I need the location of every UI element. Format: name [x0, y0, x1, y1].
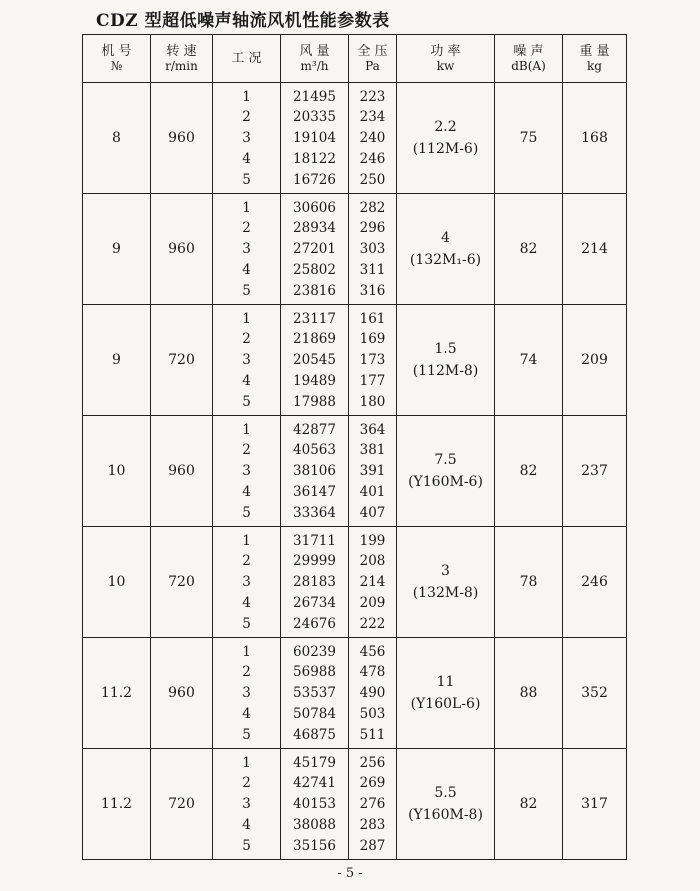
airflow-cell-value: 36147 [293, 483, 336, 500]
speed-cell: 720 [151, 527, 213, 638]
condition-cell-value: 2 [242, 775, 251, 792]
fan-number-cell: 9 [83, 194, 151, 305]
airflow-cell [281, 194, 349, 305]
airflow-cell-value: 38106 [293, 463, 336, 479]
header-condition: 工 况 [213, 35, 281, 83]
condition-cell-value: 2 [242, 664, 251, 681]
page-number: - 5 - [337, 866, 363, 881]
pressure-cell-value: 282 [359, 199, 386, 216]
pressure-cell-value: 296 [359, 220, 386, 237]
fan-number-cell: 8 [83, 83, 151, 194]
airflow-cell-value: 18122 [293, 150, 336, 167]
header-fan-number: 机 号 № [83, 35, 151, 83]
power-value: 4 [441, 230, 450, 246]
pressure-cell-value: 209 [359, 594, 386, 611]
airflow-cell-value: 19104 [293, 130, 336, 146]
pressure-cell-value: 283 [359, 816, 386, 833]
airflow-cell-value: 23816 [293, 282, 336, 299]
condition-cell-value: 5 [242, 726, 251, 743]
airflow-cell-value: 20545 [293, 352, 336, 368]
condition-cell [213, 305, 281, 416]
airflow-cell-value: 28183 [293, 574, 336, 590]
pressure-cell-value: 173 [359, 352, 386, 368]
table-body [83, 83, 627, 860]
pressure-cell-value: 490 [359, 685, 386, 701]
condition-cell-value: 1 [242, 754, 251, 771]
table-row [83, 194, 627, 305]
condition-cell-value: 1 [242, 532, 251, 549]
weight-cell: 168 [563, 83, 627, 194]
condition-cell-value: 5 [242, 393, 251, 410]
noise-cell: 78 [495, 527, 563, 638]
pressure-cell [349, 83, 397, 194]
condition-cell-value: 3 [242, 352, 251, 368]
pressure-cell-value: 407 [359, 504, 386, 521]
airflow-cell-value: 56988 [293, 664, 336, 681]
condition-cell-value: 1 [242, 88, 251, 105]
pressure-cell-value: 364 [359, 421, 386, 438]
airflow-cell [281, 83, 349, 194]
condition-cell-value: 5 [242, 282, 251, 299]
header-noise: 噪 声 dB(A) [495, 35, 563, 83]
noise-cell: 88 [495, 638, 563, 749]
airflow-cell-value: 29999 [293, 553, 336, 570]
power-cell [397, 749, 495, 860]
pressure-cell-value: 287 [359, 837, 386, 854]
condition-cell-value: 1 [242, 310, 251, 327]
condition-cell-value: 2 [242, 109, 251, 126]
pressure-cell [349, 527, 397, 638]
condition-cell-value: 1 [242, 199, 251, 216]
motor-model: (Y160M-8) [408, 807, 483, 823]
airflow-cell [281, 638, 349, 749]
airflow-cell-value: 40153 [293, 796, 336, 812]
pressure-cell-value: 222 [359, 615, 386, 632]
header-weight: 重 量 kg [563, 35, 627, 83]
pressure-cell-value: 240 [359, 130, 386, 146]
condition-cell-value: 5 [242, 504, 251, 521]
airflow-cell-value: 33364 [293, 504, 336, 521]
pressure-cell [349, 638, 397, 749]
airflow-cell-value: 28934 [293, 220, 336, 237]
pressure-cell [349, 749, 397, 860]
airflow-cell-value: 50784 [293, 705, 336, 722]
table-row [83, 749, 627, 860]
pressure-cell-value: 478 [359, 664, 386, 681]
condition-cell-value: 4 [242, 483, 251, 500]
fan-number-cell: 9 [83, 305, 151, 416]
motor-model: (112M-6) [412, 141, 479, 157]
condition-cell-value: 1 [242, 643, 251, 660]
fan-number-cell: 11.2 [83, 638, 151, 749]
airflow-cell-value: 17988 [293, 393, 336, 410]
airflow-cell-value: 20335 [293, 109, 336, 126]
power-value: 5.5 [434, 785, 457, 801]
weight-cell: 209 [563, 305, 627, 416]
pressure-cell-value: 208 [359, 553, 386, 570]
condition-cell-value: 3 [242, 685, 251, 701]
condition-cell-value: 3 [242, 130, 251, 146]
pressure-cell-value: 316 [359, 282, 386, 299]
power-value: 3 [441, 563, 450, 579]
condition-cell [213, 83, 281, 194]
weight-cell: 214 [563, 194, 627, 305]
pressure-cell-value: 503 [359, 705, 386, 722]
weight-cell: 352 [563, 638, 627, 749]
condition-cell-value: 4 [242, 816, 251, 833]
condition-cell-value: 3 [242, 796, 251, 812]
condition-cell-value: 2 [242, 553, 251, 570]
weight-cell: 246 [563, 527, 627, 638]
airflow-cell-value: 38088 [293, 816, 336, 833]
airflow-cell-value: 45179 [293, 754, 336, 771]
noise-cell: 74 [495, 305, 563, 416]
pressure-cell-value: 180 [359, 393, 386, 410]
pressure-cell-value: 161 [359, 310, 386, 327]
airflow-cell-value: 31711 [293, 532, 336, 549]
condition-cell-value: 4 [242, 594, 251, 611]
weight-cell: 317 [563, 749, 627, 860]
airflow-cell-value: 42877 [293, 421, 336, 438]
airflow-cell-value: 46875 [293, 726, 336, 743]
motor-model: (132M-8) [412, 585, 479, 601]
pressure-cell-value: 199 [359, 532, 386, 549]
airflow-cell-value: 26734 [293, 594, 336, 611]
airflow-cell-value: 23117 [293, 310, 336, 327]
speed-cell: 960 [151, 638, 213, 749]
pressure-cell [349, 194, 397, 305]
airflow-cell-value: 35156 [293, 837, 336, 854]
power-cell [397, 305, 495, 416]
airflow-cell [281, 749, 349, 860]
motor-model: (112M-8) [412, 363, 479, 379]
condition-cell [213, 638, 281, 749]
page-title: CDZ 型超低噪声轴流风机性能参数表 [96, 11, 390, 31]
table-row [83, 527, 627, 638]
condition-cell [213, 194, 281, 305]
condition-cell-value: 2 [242, 442, 251, 459]
header-speed: 转 速 r/min [151, 35, 213, 83]
power-value: 11 [436, 674, 455, 690]
condition-cell-value: 2 [242, 331, 251, 348]
pressure-cell-value: 234 [359, 109, 386, 126]
condition-cell-value: 4 [242, 150, 251, 167]
header-row [83, 35, 627, 83]
motor-model: (Y160L-6) [410, 696, 481, 712]
noise-cell: 75 [495, 83, 563, 194]
pressure-cell-value: 177 [359, 372, 386, 389]
power-value: 2.2 [434, 119, 457, 135]
condition-cell-value: 2 [242, 220, 251, 237]
power-cell [397, 638, 495, 749]
airflow-cell [281, 305, 349, 416]
power-cell [397, 527, 495, 638]
airflow-cell-value: 30606 [293, 199, 336, 216]
airflow-cell-value: 21869 [293, 331, 336, 348]
pressure-cell-value: 381 [359, 442, 386, 459]
table-row [83, 83, 627, 194]
airflow-cell-value: 40563 [293, 442, 336, 459]
condition-cell-value: 3 [242, 241, 251, 257]
condition-cell-value: 3 [242, 463, 251, 479]
airflow-cell-value: 60239 [293, 643, 336, 660]
performance-table [82, 34, 627, 860]
condition-cell-value: 5 [242, 615, 251, 632]
table-row [83, 416, 627, 527]
airflow-cell-value: 27201 [293, 241, 336, 257]
power-value: 1.5 [434, 341, 457, 357]
noise-cell: 82 [495, 749, 563, 860]
pressure-cell-value: 311 [359, 261, 386, 278]
condition-cell-value: 4 [242, 261, 251, 278]
noise-cell: 82 [495, 416, 563, 527]
speed-cell: 720 [151, 749, 213, 860]
condition-cell-value: 5 [242, 837, 251, 854]
pressure-cell-value: 246 [359, 150, 386, 167]
power-value: 7.5 [434, 452, 457, 468]
condition-cell [213, 416, 281, 527]
pressure-cell-value: 276 [359, 796, 386, 812]
speed-cell: 960 [151, 194, 213, 305]
condition-cell-value: 4 [242, 372, 251, 389]
pressure-cell-value: 250 [359, 171, 386, 188]
airflow-cell [281, 527, 349, 638]
pressure-cell-value: 256 [359, 754, 386, 771]
fan-number-cell: 10 [83, 416, 151, 527]
pressure-cell-value: 169 [359, 331, 386, 348]
pressure-cell-value: 511 [359, 726, 386, 743]
power-cell [397, 194, 495, 305]
airflow-cell-value: 25802 [293, 261, 336, 278]
pressure-cell-value: 214 [359, 574, 386, 590]
header-pressure: 全 压 Pa [349, 35, 397, 83]
airflow-cell-value: 19489 [293, 372, 336, 389]
airflow-cell-value: 16726 [293, 171, 336, 188]
airflow-cell [281, 416, 349, 527]
pressure-cell-value: 401 [359, 483, 386, 500]
fan-number-cell: 11.2 [83, 749, 151, 860]
condition-cell-value: 5 [242, 171, 251, 188]
condition-cell [213, 749, 281, 860]
condition-cell-value: 4 [242, 705, 251, 722]
condition-cell-value: 3 [242, 574, 251, 590]
pressure-cell-value: 269 [359, 775, 386, 792]
airflow-cell-value: 42741 [293, 775, 336, 792]
power-cell [397, 83, 495, 194]
airflow-cell-value: 24676 [293, 615, 336, 632]
pressure-cell-value: 456 [359, 643, 386, 660]
speed-cell: 960 [151, 83, 213, 194]
speed-cell: 720 [151, 305, 213, 416]
pressure-cell [349, 416, 397, 527]
condition-cell-value: 1 [242, 421, 251, 438]
power-cell [397, 416, 495, 527]
pressure-cell-value: 223 [359, 88, 386, 105]
speed-cell: 960 [151, 416, 213, 527]
table-row [83, 638, 627, 749]
noise-cell: 82 [495, 194, 563, 305]
motor-model: (Y160M-6) [408, 474, 483, 490]
fan-number-cell: 10 [83, 527, 151, 638]
header-power: 功 率 kw [397, 35, 495, 83]
weight-cell: 237 [563, 416, 627, 527]
pressure-cell [349, 305, 397, 416]
pressure-cell-value: 391 [359, 463, 386, 479]
table-row [83, 305, 627, 416]
airflow-cell-value: 53537 [293, 685, 336, 701]
motor-model: (132M₁-6) [409, 252, 482, 268]
condition-cell [213, 527, 281, 638]
pressure-cell-value: 303 [359, 241, 386, 257]
header-airflow: 风 量 m³/h [281, 35, 349, 83]
airflow-cell-value: 21495 [293, 88, 336, 105]
